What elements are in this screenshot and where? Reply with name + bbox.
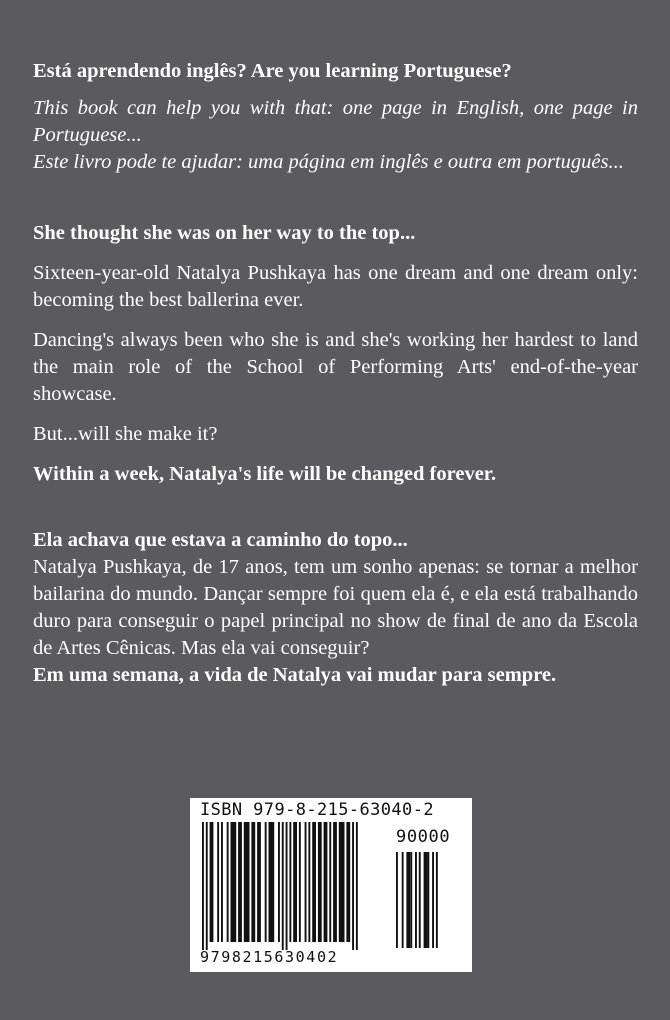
english-closing: Within a week, Natalya's life will be changed forever.: [33, 463, 497, 485]
intro-heading: Está aprendendo inglês? Are you learning Portuguese?: [33, 60, 512, 82]
barcode-bar: [202, 822, 204, 950]
price-code: 90000: [396, 827, 451, 847]
portuguese-body: Natalya Pushkaya, de 17 anos, tem um sonho apenas: se tornar a melhor bailarina do mundo. Dançar sempre foi quem ela é, e ela está trabalhando duro para conseguir o papel principal no show de final de ano da Escola de Artes Cênicas. Mas ela vai conseguir?: [33, 556, 638, 659]
barcode-bar: [352, 822, 354, 950]
barcode-bar: [312, 822, 316, 942]
barcode-bar: [419, 852, 421, 948]
barcode-bar: [217, 822, 219, 942]
barcode-bar: [346, 822, 350, 942]
barcode-bar: [318, 822, 322, 942]
barcode-bar: [329, 822, 331, 942]
barcode-bar: [282, 822, 284, 950]
portuguese-closing: Em uma semana, a vida de Natalya vai mudar para sempre.: [33, 664, 557, 686]
barcode-bar: [427, 852, 429, 948]
english-para-2: Dancing's always been who she is and she's working her hardest to land the main role of the School of Performing Arts' end-of-the-year showcase.: [33, 329, 638, 405]
barcode-bar: [238, 822, 242, 942]
barcode-digits: 9798215630402: [200, 948, 339, 966]
barcode-bar: [308, 822, 310, 942]
isbn-barcode: [190, 798, 472, 972]
barcode-bar: [436, 852, 438, 948]
barcode-bar: [269, 822, 275, 942]
english-para-3: But...will she make it?: [33, 423, 218, 445]
barcode-bar: [257, 822, 261, 942]
barcode-bar: [324, 822, 328, 942]
barcode-bar: [410, 852, 412, 948]
barcode-bar: [251, 822, 255, 942]
barcode-bar: [278, 822, 280, 942]
barcode-bar: [402, 852, 404, 948]
barcode-bar: [299, 822, 301, 942]
barcode-bar: [339, 822, 345, 942]
ean-bars: [202, 822, 388, 950]
barcode-bar: [265, 822, 267, 942]
portuguese-heading: Ela achava que estava a caminho do topo...: [33, 529, 408, 551]
barcode-bar: [396, 852, 398, 948]
barcode-bar: [289, 822, 291, 942]
intro-english-line: This book can help you with that: one page in English, one page in Portuguese...: [33, 97, 638, 146]
back-cover-text: [33, 58, 638, 689]
barcode-bar: [210, 822, 214, 942]
barcode-bar: [244, 822, 250, 942]
barcode-bar: [356, 822, 358, 950]
barcode-bar: [305, 822, 307, 942]
barcode-bar: [293, 822, 297, 942]
barcode-bar: [221, 822, 223, 942]
english-heading: She thought she was on her way to the top...: [33, 222, 416, 244]
barcode-bar: [406, 852, 410, 948]
isbn-label: ISBN 979-8-215-63040-2: [200, 800, 434, 820]
barcode-bar: [432, 852, 434, 948]
english-para-1: Sixteen-year-old Natalya Pushkaya has one dream and one dream only: becoming the best ballerina ever.: [33, 262, 638, 311]
barcode-bar: [415, 852, 417, 948]
barcode-bar: [333, 822, 337, 942]
barcode-bar: [231, 822, 237, 942]
addon-bars: [396, 852, 458, 948]
barcode-bar: [206, 822, 208, 950]
barcode-bar: [286, 822, 288, 950]
barcode-bar: [227, 822, 229, 942]
intro-portuguese-line: Este livro pode te ajudar: uma página em inglês e outra em português...: [33, 151, 624, 173]
barcode-bar: [424, 852, 428, 948]
